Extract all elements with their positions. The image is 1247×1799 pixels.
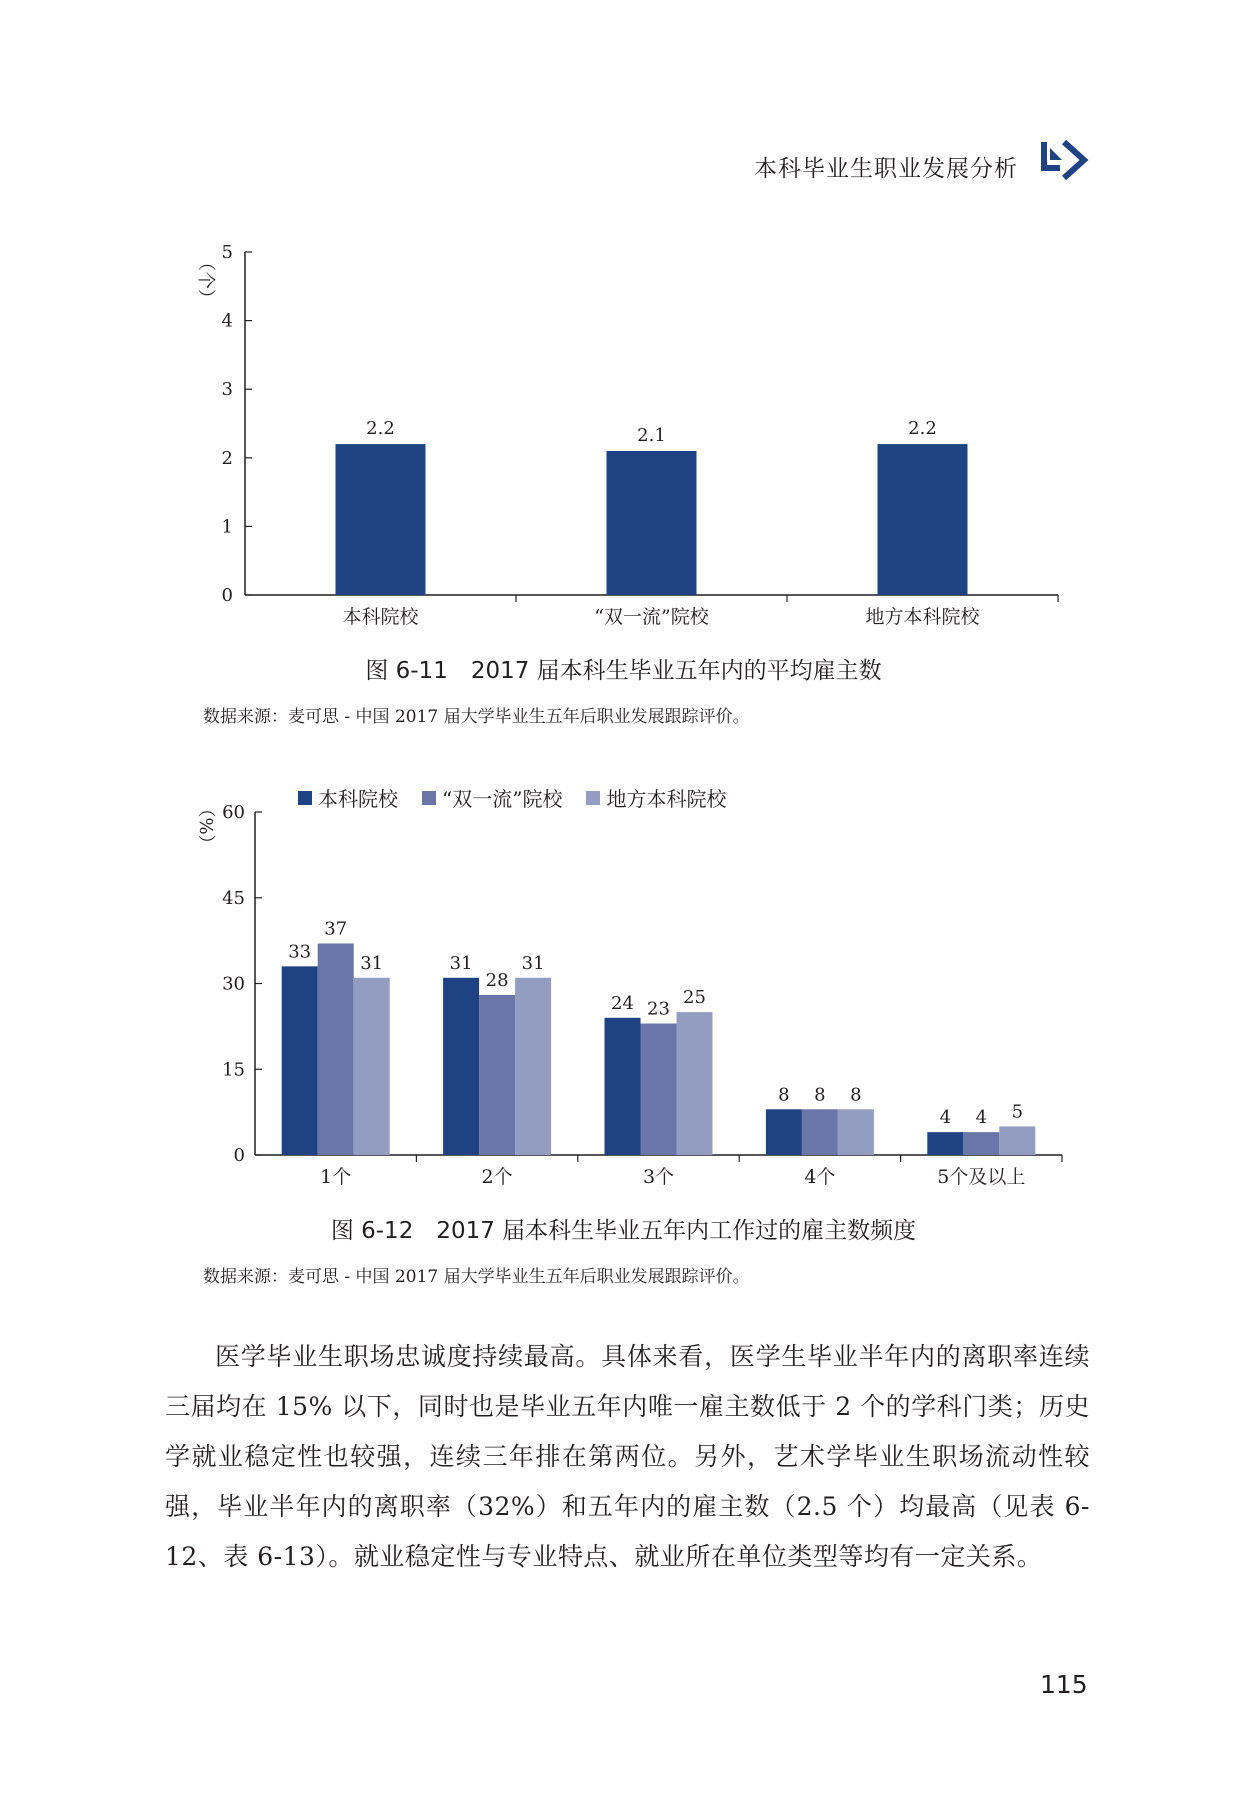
y-tick-label: 1 — [221, 516, 233, 538]
chart2-source: 数据来源：麦可思 - 中国 2017 届大学毕业生五年后职业发展跟踪评价。 — [203, 1267, 750, 1287]
data-label: 31 — [521, 952, 545, 974]
chart1-caption: 图 6-11 2017 届本科生毕业五年内的平均雇主数 — [365, 658, 882, 684]
chapter-logo-icon — [1040, 138, 1092, 182]
chart1-source: 数据来源：麦可思 - 中国 2017 届大学毕业生五年后职业发展跟踪评价。 — [203, 707, 750, 727]
data-label: 8 — [814, 1084, 826, 1106]
bar — [838, 1109, 874, 1155]
y-axis-label: （%） — [195, 799, 216, 853]
x-tick-label: 本科院校 — [342, 606, 419, 628]
data-label: 2.2 — [366, 418, 395, 440]
y-tick-label: 0 — [233, 1145, 245, 1166]
data-label: 24 — [611, 992, 634, 1014]
bar — [318, 943, 354, 1155]
x-tick-label: 2个 — [481, 1166, 513, 1188]
data-label: 33 — [288, 941, 312, 963]
y-tick-label: 15 — [222, 1059, 245, 1081]
data-label: 31 — [360, 952, 384, 974]
y-tick-label: 45 — [222, 887, 245, 909]
y-tick-label: 2 — [221, 447, 233, 469]
x-tick-label: 3个 — [642, 1166, 675, 1188]
y-tick-label: 4 — [221, 310, 233, 332]
bar — [641, 1024, 677, 1155]
data-label: 5 — [1011, 1101, 1024, 1123]
data-label: 31 — [449, 952, 473, 974]
x-tick-label: 4个 — [804, 1166, 836, 1188]
bar — [999, 1126, 1035, 1155]
bar — [766, 1109, 802, 1155]
chart-employer-frequency — [0, 790, 1247, 1210]
bar — [354, 978, 390, 1155]
body-paragraph: 医学毕业生职场忠诚度持续最高。具体来看，医学生毕业半年内的离职率连续三届均在 15% 以下，同时也是毕业五年内唯一雇主数低于 2 个的学科门类；历史学就业稳定性也较强，连续三年排在第两位。另外，艺术学毕业生职场流动性较强，毕业半年内的离职率（32%）和五年内的雇主数（2.5 个）均最高（见表 6-12、表 6-13）。就业稳定性与专业特点、就业所在单位类型等均有一定关系。 — [165, 1342, 1090, 1571]
bar — [479, 995, 515, 1155]
data-label: 8 — [778, 1084, 790, 1106]
legend-label-3: 地方本科院校 — [606, 787, 727, 811]
y-tick-label: 5 — [221, 242, 233, 263]
data-label: 4 — [975, 1107, 988, 1129]
y-tick-label: 3 — [221, 379, 233, 401]
bar — [963, 1132, 999, 1155]
y-tick-label: 0 — [221, 585, 233, 606]
bar — [605, 1018, 641, 1155]
legend-label-2: “双一流”院校 — [442, 787, 563, 811]
chart2-caption: 图 6-12 2017 届本科生毕业五年内工作过的雇主数频度 — [330, 1218, 917, 1244]
data-label: 25 — [683, 987, 706, 1009]
bar — [515, 978, 551, 1155]
y-tick-label: 60 — [222, 802, 245, 823]
data-label: 23 — [647, 998, 670, 1020]
bar — [927, 1132, 963, 1155]
x-tick-label: “双一流”院校 — [594, 606, 709, 628]
x-tick-label: 地方本科院校 — [865, 606, 980, 628]
bar — [336, 444, 426, 595]
page-number: 115 — [1040, 1670, 1088, 1699]
x-tick-label: 1个 — [320, 1166, 352, 1188]
data-label: 2.1 — [637, 424, 666, 446]
data-label: 28 — [485, 969, 509, 991]
data-label: 4 — [939, 1107, 952, 1129]
data-label: 8 — [850, 1084, 862, 1106]
x-tick-label: 5个及以上 — [937, 1166, 1026, 1188]
bar — [607, 451, 697, 595]
y-tick-label: 30 — [222, 973, 245, 995]
bar — [282, 966, 318, 1155]
y-axis-label: （个） — [195, 253, 216, 307]
bar — [677, 1012, 713, 1155]
bar — [443, 978, 479, 1155]
data-label: 37 — [324, 918, 348, 940]
bar — [878, 444, 968, 595]
bar — [802, 1109, 838, 1155]
data-label: 2.2 — [908, 418, 937, 440]
legend-label-1: 本科院校 — [318, 787, 398, 811]
running-header-title: 本科毕业生职业发展分析 — [754, 156, 1018, 182]
